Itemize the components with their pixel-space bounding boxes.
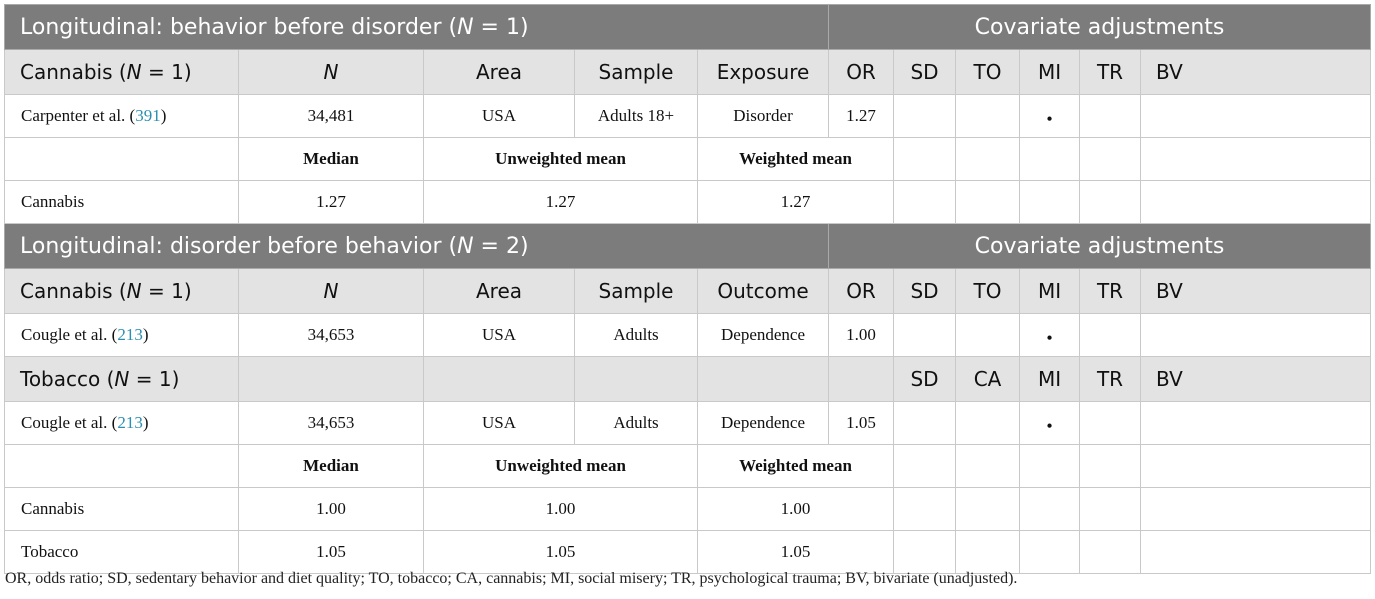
sd-cell [894,95,956,138]
unweighted-mean-label: Unweighted mean [424,138,698,181]
sample-cell: Adults [575,402,698,445]
bv-cell [1141,402,1371,445]
bullet-icon: • [1046,415,1053,436]
col-area: Area [424,269,575,314]
ca-cell [956,402,1020,445]
weighted-mean-label: Weighted mean [698,445,894,488]
area-cell: USA [424,314,575,357]
mi-cell [1020,314,1080,357]
tr-cell [1080,95,1141,138]
covariate-adjustments-label: Covariate adjustments [829,5,1371,50]
median-label: Median [239,445,424,488]
reference-link[interactable]: 391 [135,106,161,125]
section-title: Longitudinal: disorder before behavior (N = 2) [5,224,829,269]
col-sd: SD [894,269,956,314]
col-outcome: Outcome [698,269,829,314]
col-to: TO [956,269,1020,314]
col-sd: SD [894,50,956,95]
median-label: Median [239,138,424,181]
col-tr: TR [1080,269,1141,314]
section-title: Longitudinal: behavior before disorder (N = 1) [5,5,829,50]
col-ca: CA [956,357,1020,402]
weighted-mean-value: 1.00 [698,488,894,531]
summary-header-row [5,138,1371,181]
unweighted-mean-value: 1.05 [424,531,698,574]
study-cell: Carpenter et al. (391) [5,95,239,138]
section-header-row [5,224,1371,269]
col-sample: Sample [575,50,698,95]
col-mi: MI [1020,357,1080,402]
bullet-icon: • [1046,327,1053,348]
col-mi: MI [1020,50,1080,95]
n-cell: 34,481 [239,95,424,138]
or-cell: 1.27 [829,95,894,138]
exposure-cell: Disorder [698,95,829,138]
col-bv: BV [1141,269,1371,314]
table-footnote: OR, odds ratio; SD, sedentary behavior and diet quality; TO, tobacco; CA, cannabis; MI, social misery; TR, psychological trauma; BV, bivariate (unadjusted). [5,570,1018,587]
study-cell: Cougle et al. (213) [5,402,239,445]
group-label: Cannabis (N = 1) [5,269,239,314]
column-header-row [5,357,1371,402]
group-label: Cannabis (N = 1) [5,50,239,95]
bv-cell [1141,314,1371,357]
col-or: OR [829,269,894,314]
n-cell: 34,653 [239,314,424,357]
bv-cell [1141,95,1371,138]
sd-cell [894,402,956,445]
column-header-row [5,269,1371,314]
covariate-adjustments-label: Covariate adjustments [829,224,1371,269]
weighted-mean-value: 1.27 [698,181,894,224]
sample-cell: Adults 18+ [575,95,698,138]
table-row [5,95,1371,138]
group-label: Tobacco (N = 1) [5,357,239,402]
col-area: Area [424,50,575,95]
col-tr: TR [1080,357,1141,402]
outcome-cell: Dependence [698,314,829,357]
table-row [5,314,1371,357]
or-cell: 1.05 [829,402,894,445]
study-cell: Cougle et al. (213) [5,314,239,357]
col-to: TO [956,50,1020,95]
sd-cell [894,314,956,357]
table-row [5,402,1371,445]
to-cell [956,95,1020,138]
col-sample: Sample [575,269,698,314]
tr-cell [1080,314,1141,357]
to-cell [956,314,1020,357]
sample-cell: Adults [575,314,698,357]
unweighted-mean-label: Unweighted mean [424,445,698,488]
col-bv: BV [1141,357,1371,402]
summary-label: Cannabis [5,181,239,224]
median-value: 1.05 [239,531,424,574]
unweighted-mean-value: 1.00 [424,488,698,531]
area-cell: USA [424,95,575,138]
tr-cell [1080,402,1141,445]
summary-header-row [5,445,1371,488]
col-bv: BV [1141,50,1371,95]
mi-cell [1020,95,1080,138]
weighted-mean-label: Weighted mean [698,138,894,181]
unweighted-mean-value: 1.27 [424,181,698,224]
mi-cell [1020,402,1080,445]
median-value: 1.27 [239,181,424,224]
median-value: 1.00 [239,488,424,531]
summary-row [5,531,1371,574]
reference-link[interactable]: 213 [117,325,143,344]
weighted-mean-value: 1.05 [698,531,894,574]
col-exposure: Exposure [698,50,829,95]
section-header-row [5,5,1371,50]
col-n: N [239,269,424,314]
or-cell: 1.00 [829,314,894,357]
reference-link[interactable]: 213 [117,413,143,432]
col-or: OR [829,50,894,95]
area-cell: USA [424,402,575,445]
bullet-icon: • [1046,108,1053,129]
col-n: N [239,50,424,95]
col-mi: MI [1020,269,1080,314]
outcome-cell: Dependence [698,402,829,445]
column-header-row [5,50,1371,95]
summary-label: Cannabis [5,488,239,531]
col-sd: SD [894,357,956,402]
summary-label: Tobacco [5,531,239,574]
results-table [4,4,1371,574]
summary-row [5,181,1371,224]
col-tr: TR [1080,50,1141,95]
summary-row [5,488,1371,531]
n-cell: 34,653 [239,402,424,445]
